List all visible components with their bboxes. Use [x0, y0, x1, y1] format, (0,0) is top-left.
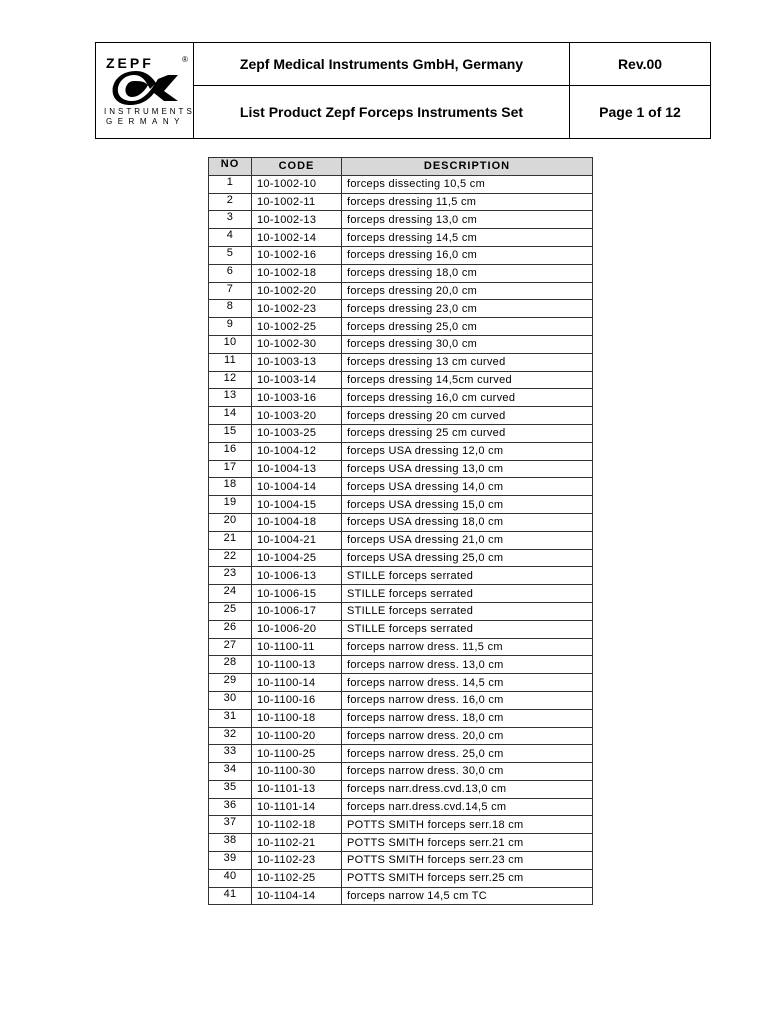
cell-description: POTTS SMITH forceps serr.25 cm	[342, 869, 593, 887]
cell-no: 10	[209, 335, 252, 353]
cell-code: 10-1003-13	[252, 353, 342, 371]
table-row	[209, 389, 593, 407]
table-row	[209, 869, 593, 887]
table-row	[209, 193, 593, 211]
cell-no: 7	[209, 282, 252, 300]
table-row	[209, 745, 593, 763]
cell-description: forceps dressing 16,0 cm	[342, 246, 593, 264]
cell-no: 25	[209, 602, 252, 620]
cell-description: STILLE forceps serrated	[342, 567, 593, 585]
cell-no: 22	[209, 549, 252, 567]
table-row	[209, 852, 593, 870]
cell-description: forceps narrow dress. 20,0 cm	[342, 727, 593, 745]
table-row	[209, 175, 593, 193]
table-row	[209, 798, 593, 816]
cell-description: forceps USA dressing 12,0 cm	[342, 442, 593, 460]
cell-description: forceps USA dressing 25,0 cm	[342, 549, 593, 567]
table-row	[209, 834, 593, 852]
cell-description: forceps narr.dress.cvd.13,0 cm	[342, 780, 593, 798]
table-row	[209, 531, 593, 549]
cell-no: 14	[209, 407, 252, 425]
cell-code: 10-1004-15	[252, 496, 342, 514]
cell-code: 10-1101-14	[252, 798, 342, 816]
cell-no: 2	[209, 193, 252, 211]
cell-code: 10-1003-14	[252, 371, 342, 389]
header-description: DESCRIPTION	[342, 158, 593, 176]
table-row	[209, 353, 593, 371]
cell-no: 23	[209, 567, 252, 585]
logo-wordmark: ZEPF	[106, 55, 154, 71]
cell-code: 10-1002-11	[252, 193, 342, 211]
table-row	[209, 407, 593, 425]
cell-description: POTTS SMITH forceps serr.18 cm	[342, 816, 593, 834]
cell-description: POTTS SMITH forceps serr.21 cm	[342, 834, 593, 852]
cell-description: forceps dressing 20,0 cm	[342, 282, 593, 300]
cell-no: 30	[209, 691, 252, 709]
header-code: CODE	[252, 158, 342, 176]
cell-no: 27	[209, 638, 252, 656]
logo-line-instruments: INSTRUMENTS	[104, 107, 195, 116]
cell-no: 4	[209, 229, 252, 247]
cell-code: 10-1100-25	[252, 745, 342, 763]
header-no: NO	[209, 158, 252, 176]
table-row	[209, 442, 593, 460]
table-body	[209, 175, 593, 905]
cell-description: forceps USA dressing 18,0 cm	[342, 513, 593, 531]
cell-no: 24	[209, 585, 252, 603]
cell-code: 10-1004-13	[252, 460, 342, 478]
cell-description: forceps dressing 30,0 cm	[342, 335, 593, 353]
cell-code: 10-1004-25	[252, 549, 342, 567]
cell-description: STILLE forceps serrated	[342, 585, 593, 603]
cell-description: POTTS SMITH forceps serr.23 cm	[342, 852, 593, 870]
cell-description: forceps USA dressing 14,0 cm	[342, 478, 593, 496]
cell-no: 3	[209, 211, 252, 229]
cell-description: forceps narrow dress. 11,5 cm	[342, 638, 593, 656]
cell-no: 36	[209, 798, 252, 816]
cell-no: 6	[209, 264, 252, 282]
cell-description: forceps narrow dress. 18,0 cm	[342, 709, 593, 727]
cell-no: 41	[209, 887, 252, 905]
cell-no: 18	[209, 478, 252, 496]
product-table	[208, 157, 593, 905]
cell-description: forceps dressing 14,5cm curved	[342, 371, 593, 389]
cell-no: 32	[209, 727, 252, 745]
cell-code: 10-1006-13	[252, 567, 342, 585]
cell-no: 13	[209, 389, 252, 407]
table-row	[209, 674, 593, 692]
cell-code: 10-1003-20	[252, 407, 342, 425]
table-row	[209, 424, 593, 442]
cell-code: 10-1004-12	[252, 442, 342, 460]
cell-description: forceps narrow dress. 16,0 cm	[342, 691, 593, 709]
table-row	[209, 246, 593, 264]
cell-description: forceps dressing 14,5 cm	[342, 229, 593, 247]
table-row	[209, 638, 593, 656]
cell-description: forceps dressing 20 cm curved	[342, 407, 593, 425]
cell-description: forceps narrow 14,5 cm TC	[342, 887, 593, 905]
cell-code: 10-1003-25	[252, 424, 342, 442]
cell-description: forceps narrow dress. 30,0 cm	[342, 763, 593, 781]
cell-no: 33	[209, 745, 252, 763]
document-header	[95, 42, 711, 139]
cell-code: 10-1100-13	[252, 656, 342, 674]
cell-description: forceps dissecting 10,5 cm	[342, 175, 593, 193]
cell-no: 28	[209, 656, 252, 674]
cell-code: 10-1002-13	[252, 211, 342, 229]
table-row	[209, 567, 593, 585]
cell-code: 10-1002-10	[252, 175, 342, 193]
cell-no: 11	[209, 353, 252, 371]
cell-no: 17	[209, 460, 252, 478]
table-header-row	[209, 158, 593, 176]
cell-code: 10-1002-16	[252, 246, 342, 264]
table-row	[209, 513, 593, 531]
table-row	[209, 602, 593, 620]
cell-code: 10-1002-20	[252, 282, 342, 300]
cell-description: forceps dressing 13 cm curved	[342, 353, 593, 371]
table-row	[209, 816, 593, 834]
table-row	[209, 371, 593, 389]
cell-no: 16	[209, 442, 252, 460]
cell-code: 10-1102-23	[252, 852, 342, 870]
cell-description: STILLE forceps serrated	[342, 620, 593, 638]
cell-code: 10-1003-16	[252, 389, 342, 407]
cell-description: forceps dressing 25 cm curved	[342, 424, 593, 442]
cell-no: 12	[209, 371, 252, 389]
cell-code: 10-1002-23	[252, 300, 342, 318]
cell-code: 10-1006-20	[252, 620, 342, 638]
cell-no: 20	[209, 513, 252, 531]
cell-description: forceps dressing 13,0 cm	[342, 211, 593, 229]
cell-code: 10-1100-18	[252, 709, 342, 727]
revision-label: Rev.00	[570, 43, 710, 86]
cell-code: 10-1102-18	[252, 816, 342, 834]
table-row	[209, 549, 593, 567]
cell-code: 10-1100-14	[252, 674, 342, 692]
cell-code: 10-1002-30	[252, 335, 342, 353]
table-row	[209, 727, 593, 745]
cell-no: 35	[209, 780, 252, 798]
cell-description: forceps narrow dress. 13,0 cm	[342, 656, 593, 674]
table-row	[209, 318, 593, 336]
cell-no: 37	[209, 816, 252, 834]
cell-description: forceps narr.dress.cvd.14,5 cm	[342, 798, 593, 816]
cell-code: 10-1102-25	[252, 869, 342, 887]
cell-code: 10-1002-25	[252, 318, 342, 336]
page-number: Page 1 of 12	[599, 104, 681, 120]
cell-no: 29	[209, 674, 252, 692]
cell-code: 10-1004-21	[252, 531, 342, 549]
table-row	[209, 211, 593, 229]
cell-code: 10-1002-18	[252, 264, 342, 282]
table-row	[209, 585, 593, 603]
cell-code: 10-1100-20	[252, 727, 342, 745]
cell-description: forceps USA dressing 15,0 cm	[342, 496, 593, 514]
cell-code: 10-1004-18	[252, 513, 342, 531]
table-row	[209, 496, 593, 514]
zepf-logo	[96, 43, 194, 138]
table-row	[209, 335, 593, 353]
company-name: Zepf Medical Instruments GmbH, Germany	[194, 43, 570, 86]
cell-description: forceps USA dressing 13,0 cm	[342, 460, 593, 478]
cell-no: 34	[209, 763, 252, 781]
cell-no: 5	[209, 246, 252, 264]
cell-description: forceps dressing 18,0 cm	[342, 264, 593, 282]
table-row	[209, 887, 593, 905]
table-row	[209, 709, 593, 727]
alpha-logo-icon	[104, 71, 186, 105]
cell-description: STILLE forceps serrated	[342, 602, 593, 620]
cell-code: 10-1101-13	[252, 780, 342, 798]
cell-no: 15	[209, 424, 252, 442]
registered-mark: ®	[182, 55, 188, 64]
cell-description: forceps narrow dress. 14,5 cm	[342, 674, 593, 692]
logo-line-germany: GERMANY	[106, 117, 185, 126]
table-row	[209, 763, 593, 781]
table-row	[209, 460, 593, 478]
cell-description: forceps narrow dress. 25,0 cm	[342, 745, 593, 763]
cell-no: 19	[209, 496, 252, 514]
cell-description: forceps dressing 11,5 cm	[342, 193, 593, 211]
table-row	[209, 656, 593, 674]
cell-code: 10-1104-14	[252, 887, 342, 905]
cell-description: forceps USA dressing 21,0 cm	[342, 531, 593, 549]
cell-no: 26	[209, 620, 252, 638]
cell-code: 10-1006-17	[252, 602, 342, 620]
cell-no: 9	[209, 318, 252, 336]
cell-code: 10-1102-21	[252, 834, 342, 852]
document-title: List Product Zepf Forceps Instruments Set	[194, 86, 570, 138]
cell-code: 10-1100-11	[252, 638, 342, 656]
table-row	[209, 282, 593, 300]
cell-description: forceps dressing 23,0 cm	[342, 300, 593, 318]
cell-no: 31	[209, 709, 252, 727]
table-row	[209, 691, 593, 709]
table-row	[209, 229, 593, 247]
cell-no: 8	[209, 300, 252, 318]
cell-code: 10-1006-15	[252, 585, 342, 603]
cell-code: 10-1002-14	[252, 229, 342, 247]
table-row	[209, 264, 593, 282]
cell-no: 40	[209, 869, 252, 887]
cell-description: forceps dressing 16,0 cm curved	[342, 389, 593, 407]
cell-code: 10-1100-30	[252, 763, 342, 781]
table-row	[209, 478, 593, 496]
table-row	[209, 780, 593, 798]
cell-code: 10-1004-14	[252, 478, 342, 496]
cell-description: forceps dressing 25,0 cm	[342, 318, 593, 336]
cell-no: 1	[209, 175, 252, 193]
table-row	[209, 300, 593, 318]
cell-no: 38	[209, 834, 252, 852]
cell-no: 21	[209, 531, 252, 549]
cell-no: 39	[209, 852, 252, 870]
cell-code: 10-1100-16	[252, 691, 342, 709]
table-row	[209, 620, 593, 638]
